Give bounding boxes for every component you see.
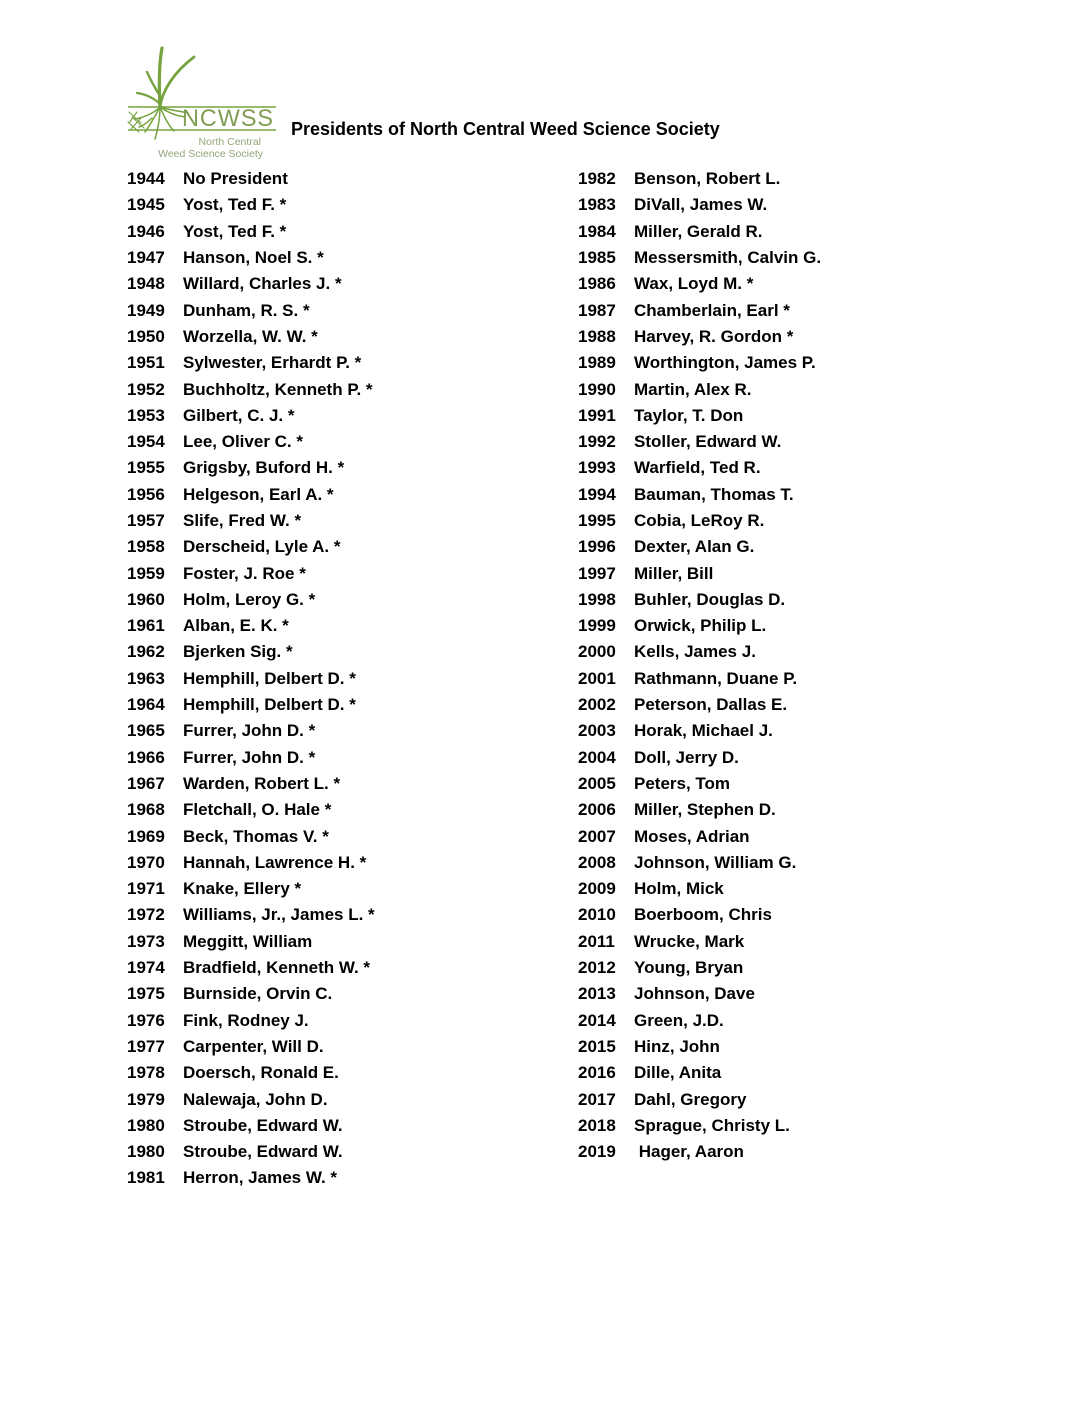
president-name: Benson, Robert L. [634, 169, 781, 189]
president-year: 2014 [578, 1010, 616, 1030]
president-name: Furrer, John D. * [183, 747, 316, 767]
president-year: 2015 [578, 1036, 616, 1056]
president-row [578, 350, 821, 376]
president-name: Holm, Mick [634, 879, 724, 899]
president-year: 1962 [127, 642, 165, 662]
president-name: Hinz, John [634, 1036, 720, 1056]
president-name: Hager, Aaron [634, 1142, 744, 1162]
president-name: Dexter, Alan G. [634, 537, 755, 557]
president-year: 1997 [578, 563, 616, 583]
president-name: Johnson, William G. [634, 852, 797, 872]
president-year: 1980 [127, 1115, 165, 1135]
president-year: 2006 [578, 800, 616, 820]
president-row [578, 192, 821, 218]
president-name: Herron, James W. * [183, 1168, 338, 1188]
president-name: Chamberlain, Earl * [634, 300, 790, 320]
logo-acronym: NCWSS [182, 105, 274, 132]
president-row [578, 666, 821, 692]
president-year: 1961 [127, 616, 165, 636]
president-name: Carpenter, Will D. [183, 1036, 324, 1056]
president-row [578, 692, 821, 718]
president-row [127, 482, 375, 508]
president-name: Bradfield, Kenneth W. * [183, 958, 371, 978]
president-year: 2019 [578, 1142, 616, 1162]
president-row [578, 166, 821, 192]
president-year: 1998 [578, 589, 616, 609]
president-row [578, 245, 821, 271]
president-row [578, 745, 821, 771]
president-name: Hemphill, Delbert D. * [183, 695, 356, 715]
president-year: 1963 [127, 668, 165, 688]
president-row [578, 955, 821, 981]
president-year: 1955 [127, 458, 165, 478]
president-name: Miller, Stephen D. [634, 800, 776, 820]
president-row [127, 797, 375, 823]
president-name: Burnside, Orvin C. [183, 984, 333, 1004]
president-year: 1970 [127, 852, 165, 872]
president-row [578, 324, 821, 350]
president-row [127, 876, 375, 902]
president-row [578, 560, 821, 586]
president-name: Holm, Leroy G. * [183, 589, 316, 609]
president-year: 2013 [578, 984, 616, 1004]
president-row [127, 508, 375, 534]
president-name: Warfield, Ted R. [634, 458, 761, 478]
president-name: Wax, Loyd M. * [634, 274, 754, 294]
president-row [127, 166, 375, 192]
president-name: DiVall, James W. [634, 195, 768, 215]
president-row [127, 850, 375, 876]
president-name: Derscheid, Lyle A. * [183, 537, 341, 557]
president-row [127, 981, 375, 1007]
president-name: Beck, Thomas V. * [183, 826, 329, 846]
president-row [578, 587, 821, 613]
president-year: 2018 [578, 1115, 616, 1135]
president-name: Willard, Charles J. * [183, 274, 342, 294]
president-row [578, 771, 821, 797]
president-row [578, 1113, 821, 1139]
president-year: 1948 [127, 274, 165, 294]
president-year: 2012 [578, 958, 616, 978]
president-name: Sprague, Christy L. [634, 1115, 790, 1135]
president-year: 2008 [578, 852, 616, 872]
president-year: 1994 [578, 484, 616, 504]
president-year: 1958 [127, 537, 165, 557]
president-name: Dille, Anita [634, 1063, 722, 1083]
president-year: 1977 [127, 1036, 165, 1056]
president-year: 1947 [127, 248, 165, 268]
president-name: Miller, Bill [634, 563, 714, 583]
president-row [127, 429, 375, 455]
president-year: 1973 [127, 931, 165, 951]
ncwss-logo [124, 46, 282, 164]
president-year: 1978 [127, 1063, 165, 1083]
president-year: 2000 [578, 642, 616, 662]
president-row [578, 219, 821, 245]
president-name: Doersch, Ronald E. [183, 1063, 339, 1083]
president-year: 1959 [127, 563, 165, 583]
president-year: 1986 [578, 274, 616, 294]
president-name: Young, Bryan [634, 958, 744, 978]
president-year: 1989 [578, 353, 616, 373]
roots-icon [128, 107, 188, 139]
president-row [127, 955, 375, 981]
president-row [578, 718, 821, 744]
president-name: Bjerken Sig. * [183, 642, 293, 662]
president-name: Moses, Adrian [634, 826, 750, 846]
president-year: 1992 [578, 432, 616, 452]
president-name: Worzella, W. W. * [183, 326, 318, 346]
president-row [127, 219, 375, 245]
president-name: Dunham, R. S. * [183, 300, 310, 320]
president-row [578, 429, 821, 455]
president-row [127, 297, 375, 323]
president-row [127, 929, 375, 955]
president-year: 1988 [578, 326, 616, 346]
president-year: 1982 [578, 169, 616, 189]
president-name: Orwick, Philip L. [634, 616, 767, 636]
president-row [578, 1034, 821, 1060]
president-row [578, 876, 821, 902]
president-name: Sylwester, Erhardt P. * [183, 353, 362, 373]
president-year: 2004 [578, 747, 616, 767]
ncwss-logo-graphic [124, 46, 282, 164]
presidents-column-right [578, 166, 821, 1165]
president-year: 2010 [578, 905, 616, 925]
president-row [127, 455, 375, 481]
president-name: Hannah, Lawrence H. * [183, 852, 367, 872]
president-name: Warden, Robert L. * [183, 773, 341, 793]
president-row [578, 850, 821, 876]
president-row [127, 560, 375, 586]
president-name: Alban, E. K. * [183, 616, 289, 636]
president-name: Wrucke, Mark [634, 931, 745, 951]
president-row [578, 271, 821, 297]
president-row [127, 324, 375, 350]
president-year: 1972 [127, 905, 165, 925]
president-year: 1965 [127, 721, 165, 741]
president-row [127, 639, 375, 665]
president-name: Martin, Alex R. [634, 379, 752, 399]
president-year: 1983 [578, 195, 616, 215]
president-name: Yost, Ted F. * [183, 221, 287, 241]
president-row [578, 455, 821, 481]
president-row [127, 1086, 375, 1112]
president-name: Stoller, Edward W. [634, 432, 782, 452]
president-year: 1999 [578, 616, 616, 636]
president-year: 1967 [127, 773, 165, 793]
president-year: 2001 [578, 668, 616, 688]
president-year: 1974 [127, 958, 165, 978]
logo-org-line1: North Central [198, 136, 261, 148]
president-name: Stroube, Edward W. [183, 1115, 343, 1135]
president-name: Williams, Jr., James L. * [183, 905, 375, 925]
president-name: Buhler, Douglas D. [634, 589, 786, 609]
presidents-column-left [127, 166, 375, 1192]
president-name: Horak, Michael J. [634, 721, 773, 741]
president-year: 1993 [578, 458, 616, 478]
president-row [578, 1060, 821, 1086]
president-name: Fletchall, O. Hale * [183, 800, 332, 820]
president-row [578, 823, 821, 849]
president-name: Rathmann, Duane P. [634, 668, 798, 688]
president-row [127, 1113, 375, 1139]
president-row [127, 1139, 375, 1165]
president-row [127, 403, 375, 429]
president-name: Meggitt, William [183, 931, 313, 951]
president-row [127, 587, 375, 613]
president-row [127, 376, 375, 402]
president-row [127, 534, 375, 560]
president-name: Knake, Ellery * [183, 879, 302, 899]
president-row [578, 403, 821, 429]
president-row [127, 1165, 375, 1191]
president-year: 1950 [127, 326, 165, 346]
president-row [127, 1060, 375, 1086]
president-year: 1957 [127, 511, 165, 530]
president-row [127, 245, 375, 271]
president-row [578, 534, 821, 560]
president-row [578, 639, 821, 665]
president-year: 1985 [578, 248, 616, 268]
president-year: 1984 [578, 221, 616, 241]
president-row [127, 692, 375, 718]
president-year: 2003 [578, 721, 616, 741]
president-name: Gilbert, C. J. * [183, 405, 295, 425]
president-row [578, 797, 821, 823]
president-name: Doll, Jerry D. [634, 747, 739, 767]
president-name: Worthington, James P. [634, 353, 816, 373]
president-year: 1979 [127, 1089, 165, 1109]
president-row [578, 482, 821, 508]
president-name: Bauman, Thomas T. [634, 484, 794, 504]
president-row [578, 376, 821, 402]
president-year: 1996 [578, 537, 616, 557]
president-year: 1981 [127, 1168, 165, 1188]
president-row [578, 1086, 821, 1112]
president-name: Kells, James J. [634, 642, 756, 662]
president-name: Dahl, Gregory [634, 1089, 747, 1109]
president-year: 1951 [127, 353, 165, 373]
president-year: 1969 [127, 826, 165, 846]
president-name: Boerboom, Chris [634, 905, 772, 925]
page-title: Presidents of North Central Weed Science Society [291, 119, 720, 139]
president-name: Taylor, T. Don [634, 405, 744, 425]
president-row [127, 192, 375, 218]
president-year: 1976 [127, 1010, 165, 1030]
president-name: Helgeson, Earl A. * [183, 484, 334, 504]
president-year: 1966 [127, 747, 165, 767]
president-year: 1987 [578, 300, 616, 320]
president-name: Foster, J. Roe * [183, 563, 306, 583]
president-year: 1995 [578, 511, 616, 530]
president-year: 1953 [127, 405, 165, 425]
president-row [578, 297, 821, 323]
president-year: 1980 [127, 1142, 165, 1162]
president-year: 1944 [127, 169, 165, 189]
president-year: 1952 [127, 379, 165, 399]
president-year: 1990 [578, 379, 616, 399]
logo-org-line2: Weed Science Society [158, 148, 263, 160]
president-row [127, 666, 375, 692]
president-year: 2002 [578, 695, 616, 715]
president-row [578, 1008, 821, 1034]
president-row [127, 771, 375, 797]
president-name: Nalewaja, John D. [183, 1089, 328, 1109]
president-name: Hanson, Noel S. * [183, 248, 324, 268]
president-row [578, 902, 821, 928]
president-row [127, 350, 375, 376]
president-year: 1954 [127, 432, 165, 452]
president-year: 1975 [127, 984, 165, 1004]
president-name: Messersmith, Calvin G. [634, 248, 822, 268]
president-year: 2016 [578, 1063, 616, 1083]
president-year: 1960 [127, 589, 165, 609]
president-row [578, 981, 821, 1007]
president-year: 2005 [578, 773, 616, 793]
president-year: 1945 [127, 195, 165, 215]
president-row [127, 823, 375, 849]
president-year: 1956 [127, 484, 165, 504]
president-name: Harvey, R. Gordon * [634, 326, 794, 346]
president-row [127, 745, 375, 771]
president-year: 1949 [127, 300, 165, 320]
president-row [127, 1034, 375, 1060]
president-name: Miller, Gerald R. [634, 221, 763, 241]
president-name: Grigsby, Buford H. * [183, 458, 345, 478]
president-year: 1991 [578, 405, 616, 425]
president-row [578, 1139, 821, 1165]
president-year: 2017 [578, 1089, 616, 1109]
president-name: Lee, Oliver C. * [183, 432, 303, 452]
president-name: Slife, Fred W. * [183, 511, 302, 530]
president-name: Buchholtz, Kenneth P. * [183, 379, 373, 399]
president-year: 1964 [127, 695, 165, 715]
president-year: 2007 [578, 826, 616, 846]
president-row [127, 902, 375, 928]
president-name: Stroube, Edward W. [183, 1142, 343, 1162]
president-row [127, 271, 375, 297]
president-name: Green, J.D. [634, 1010, 724, 1030]
president-row [578, 613, 821, 639]
president-year: 1971 [127, 879, 165, 899]
president-name: Yost, Ted F. * [183, 195, 287, 215]
president-year: 2009 [578, 879, 616, 899]
president-year: 2011 [578, 931, 615, 951]
president-name: Peters, Tom [634, 773, 731, 793]
seedling-icon [137, 48, 194, 107]
president-name: No President [183, 169, 288, 189]
president-year: 1946 [127, 221, 165, 241]
president-name: Cobia, LeRoy R. [634, 511, 765, 530]
president-name: Johnson, Dave [634, 984, 755, 1004]
president-row [578, 929, 821, 955]
president-row [127, 718, 375, 744]
president-name: Peterson, Dallas E. [634, 695, 788, 715]
president-row [578, 508, 821, 534]
president-name: Fink, Rodney J. [183, 1010, 309, 1030]
president-row [127, 1008, 375, 1034]
president-name: Hemphill, Delbert D. * [183, 668, 356, 688]
president-row [127, 613, 375, 639]
president-year: 1968 [127, 800, 165, 820]
president-name: Furrer, John D. * [183, 721, 316, 741]
